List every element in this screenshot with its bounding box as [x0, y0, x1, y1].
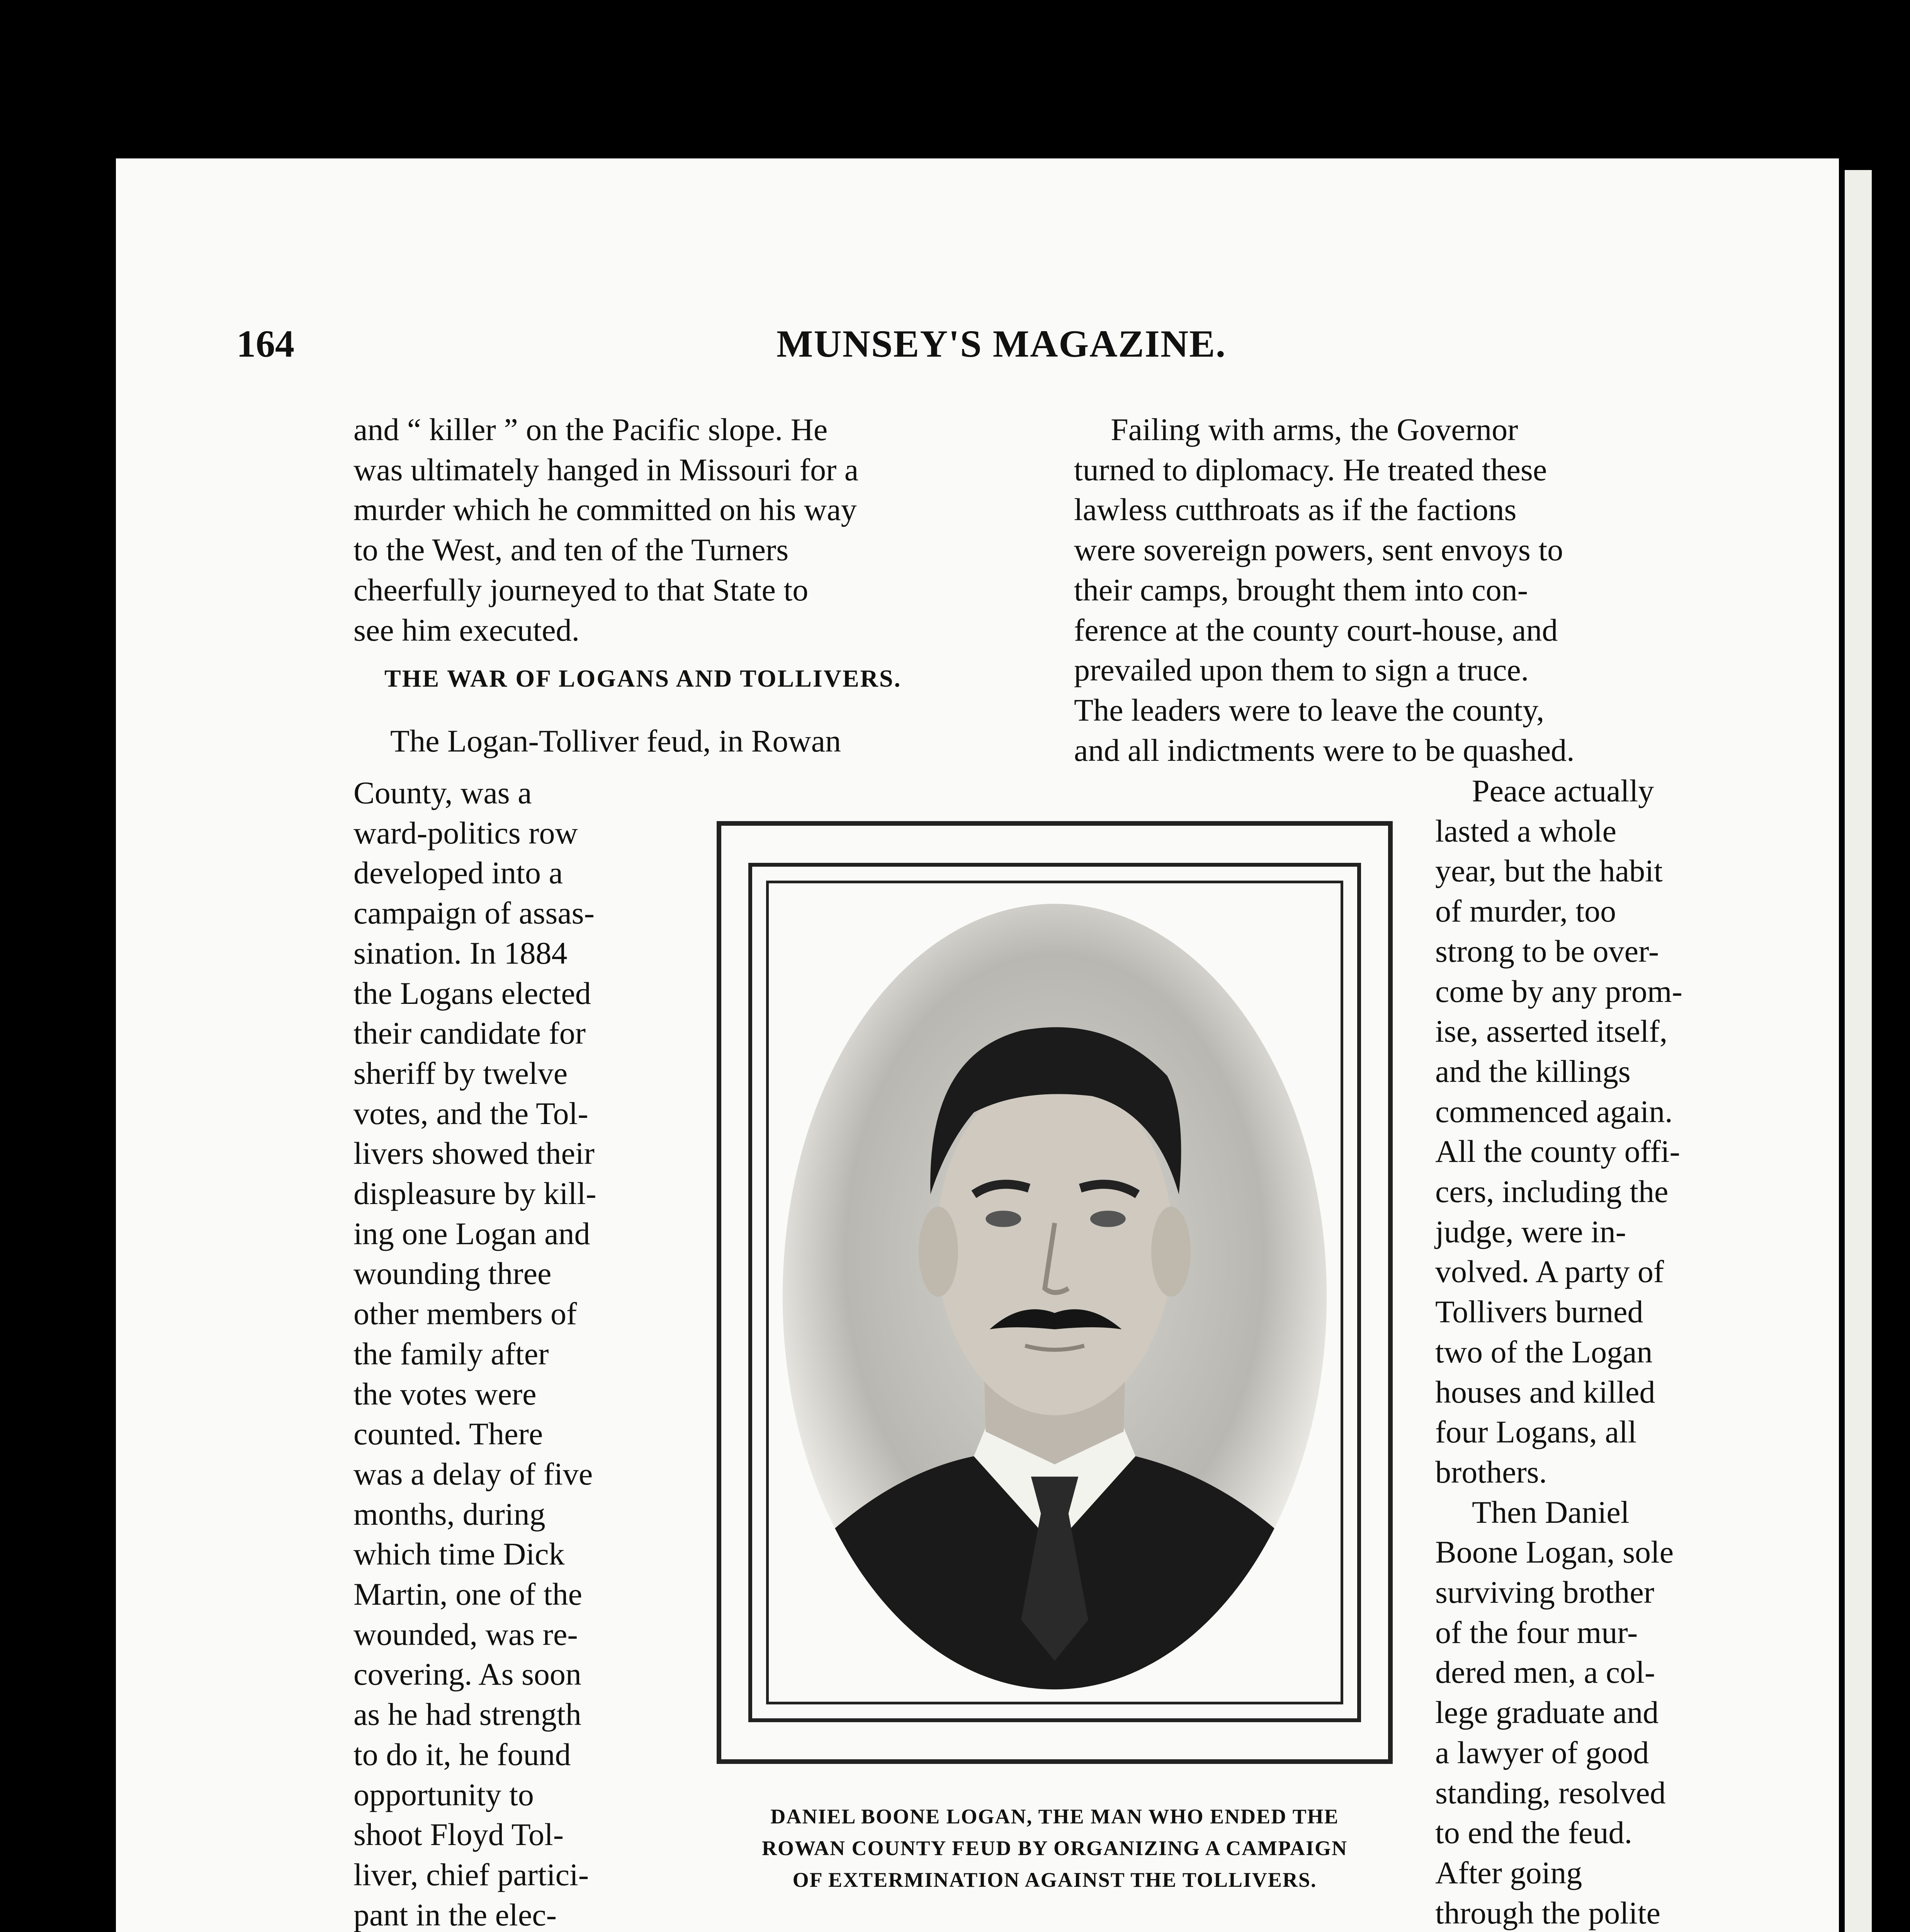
text-line: turned to diplomacy. He treated these	[1074, 452, 1547, 487]
text-line: months, during	[353, 1496, 545, 1532]
text-line: two of the Logan	[1435, 1334, 1653, 1369]
text-line: votes, and the Tol-	[353, 1095, 588, 1131]
text-line: sheriff by twelve	[353, 1055, 568, 1091]
text-line: lawless cutthroats as if the factions	[1074, 492, 1517, 527]
text-line: of the four mur-	[1435, 1614, 1638, 1650]
text-line: their camps, brought them into con-	[1074, 572, 1528, 607]
text-line: murder which he committed on his way	[353, 492, 857, 527]
text-line: commenced again.	[1435, 1094, 1673, 1129]
portrait-photo	[769, 883, 1341, 1702]
text-line: lege graduate and	[1435, 1695, 1659, 1730]
text-line: ing one Logan and	[353, 1216, 590, 1251]
text-line: sination. In 1884	[353, 935, 568, 971]
text-line: and all indictments were to be quashed.	[1074, 732, 1575, 768]
page-number: 164	[236, 322, 294, 365]
right-column-top	[1074, 410, 1752, 770]
text-line: of murder, too	[1435, 893, 1616, 929]
text-line: brothers.	[1435, 1454, 1547, 1490]
text-line: counted. There	[353, 1416, 543, 1452]
text-line: their candidate for	[353, 1015, 586, 1051]
text-line: the Logans elected	[353, 975, 591, 1011]
text-line: The Logan-Tolliver feud, in Rowan	[390, 723, 841, 759]
left-column-top	[353, 410, 1033, 761]
section-heading: THE WAR OF LOGANS AND TOLLIVERS.	[384, 665, 902, 692]
text-line: lasted a whole	[1435, 813, 1617, 849]
text-line: through the polite	[1435, 1895, 1661, 1930]
text-line: volved. A party of	[1435, 1254, 1664, 1289]
text-line: a lawyer of good	[1435, 1735, 1649, 1770]
text-line: to do it, he found	[353, 1736, 571, 1772]
left-column-narrow	[353, 773, 674, 1932]
text-line: houses and killed	[1435, 1374, 1655, 1410]
text-line: shoot Floyd Tol-	[353, 1817, 564, 1852]
text-line: pant in the elec-	[353, 1897, 557, 1932]
text-line: developed into a	[353, 855, 563, 891]
text-line: to end the feud.	[1435, 1815, 1633, 1850]
next-page-edge	[1845, 170, 1872, 1932]
text-line: livers showed their	[353, 1136, 595, 1171]
text-line: ward-politics row	[353, 815, 578, 850]
text-line: to the West, and ten of the Turners	[353, 532, 789, 568]
portrait-inner-frame	[748, 863, 1361, 1722]
text-line: Martin, one of the	[353, 1577, 583, 1612]
text-line: and “ killer ” on the Pacific slope. He	[353, 412, 828, 447]
text-line: wounded, was re-	[353, 1616, 578, 1652]
text-line: Failing with arms, the Governor	[1111, 412, 1518, 447]
text-line: as he had strength	[353, 1697, 581, 1732]
text-line: see him executed.	[353, 612, 580, 648]
running-head: MUNSEY'S MAGAZINE.	[777, 322, 1226, 365]
text-line: All the county offi-	[1435, 1134, 1680, 1169]
text-line: wounding three	[353, 1256, 552, 1291]
text-line: was a delay of five	[353, 1456, 593, 1492]
text-line: County, was a	[353, 775, 532, 810]
text-line: the family after	[353, 1336, 549, 1371]
text-line: ise, asserted itself,	[1435, 1014, 1668, 1049]
text-line: and the killings	[1435, 1053, 1631, 1089]
text-line: campaign of assas-	[353, 895, 595, 931]
text-line: covering. As soon	[353, 1656, 581, 1692]
text-line: four Logans, all	[1435, 1414, 1637, 1450]
text-line: year, but the habit	[1435, 853, 1663, 889]
text-line: Boone Logan, sole	[1435, 1534, 1674, 1570]
text-line: opportunity to	[353, 1777, 534, 1812]
text-line: The leaders were to leave the county,	[1074, 692, 1545, 728]
text-line: surviving brother	[1435, 1575, 1655, 1610]
text-line: cers, including the	[1435, 1174, 1669, 1209]
caption-line: ROWAN COUNTY FEUD BY ORGANIZING A CAMPAIGN	[761, 1837, 1348, 1860]
text-line: standing, resolved	[1435, 1775, 1666, 1810]
caption-line: DANIEL BOONE LOGAN, THE MAN WHO ENDED THE	[770, 1805, 1339, 1828]
text-line: After going	[1435, 1855, 1582, 1890]
text-line: liver, chief partici-	[353, 1857, 589, 1892]
text-line: ference at the county court-house, and	[1074, 612, 1558, 648]
portrait-frame	[717, 821, 1393, 1764]
text-line: Peace actually	[1472, 773, 1654, 808]
text-line: Then Daniel	[1472, 1494, 1630, 1530]
caption-line: OF EXTERMINATION AGAINST THE TOLLIVERS.	[792, 1868, 1317, 1891]
text-line: dered men, a col-	[1435, 1655, 1655, 1690]
text-line: cheerfully journeyed to that State to	[353, 572, 809, 607]
text-line: come by any prom-	[1435, 973, 1682, 1009]
text-line: prevailed upon them to sign a truce.	[1074, 652, 1529, 688]
text-line: were sovereign powers, sent envoys to	[1074, 532, 1563, 568]
text-line: displeasure by kill-	[353, 1176, 596, 1211]
photo-caption	[711, 1801, 1399, 1896]
text-line: Tollivers burned	[1435, 1294, 1643, 1330]
text-line: the votes were	[353, 1376, 537, 1412]
right-column-narrow	[1435, 771, 1752, 1932]
portrait-image-area	[766, 881, 1343, 1704]
text-line: was ultimately hanged in Missouri for a	[353, 452, 859, 487]
text-line: other members of	[353, 1296, 577, 1332]
text-line: strong to be over-	[1435, 933, 1659, 969]
text-line: judge, were in-	[1435, 1214, 1626, 1249]
text-line: which time Dick	[353, 1536, 565, 1572]
